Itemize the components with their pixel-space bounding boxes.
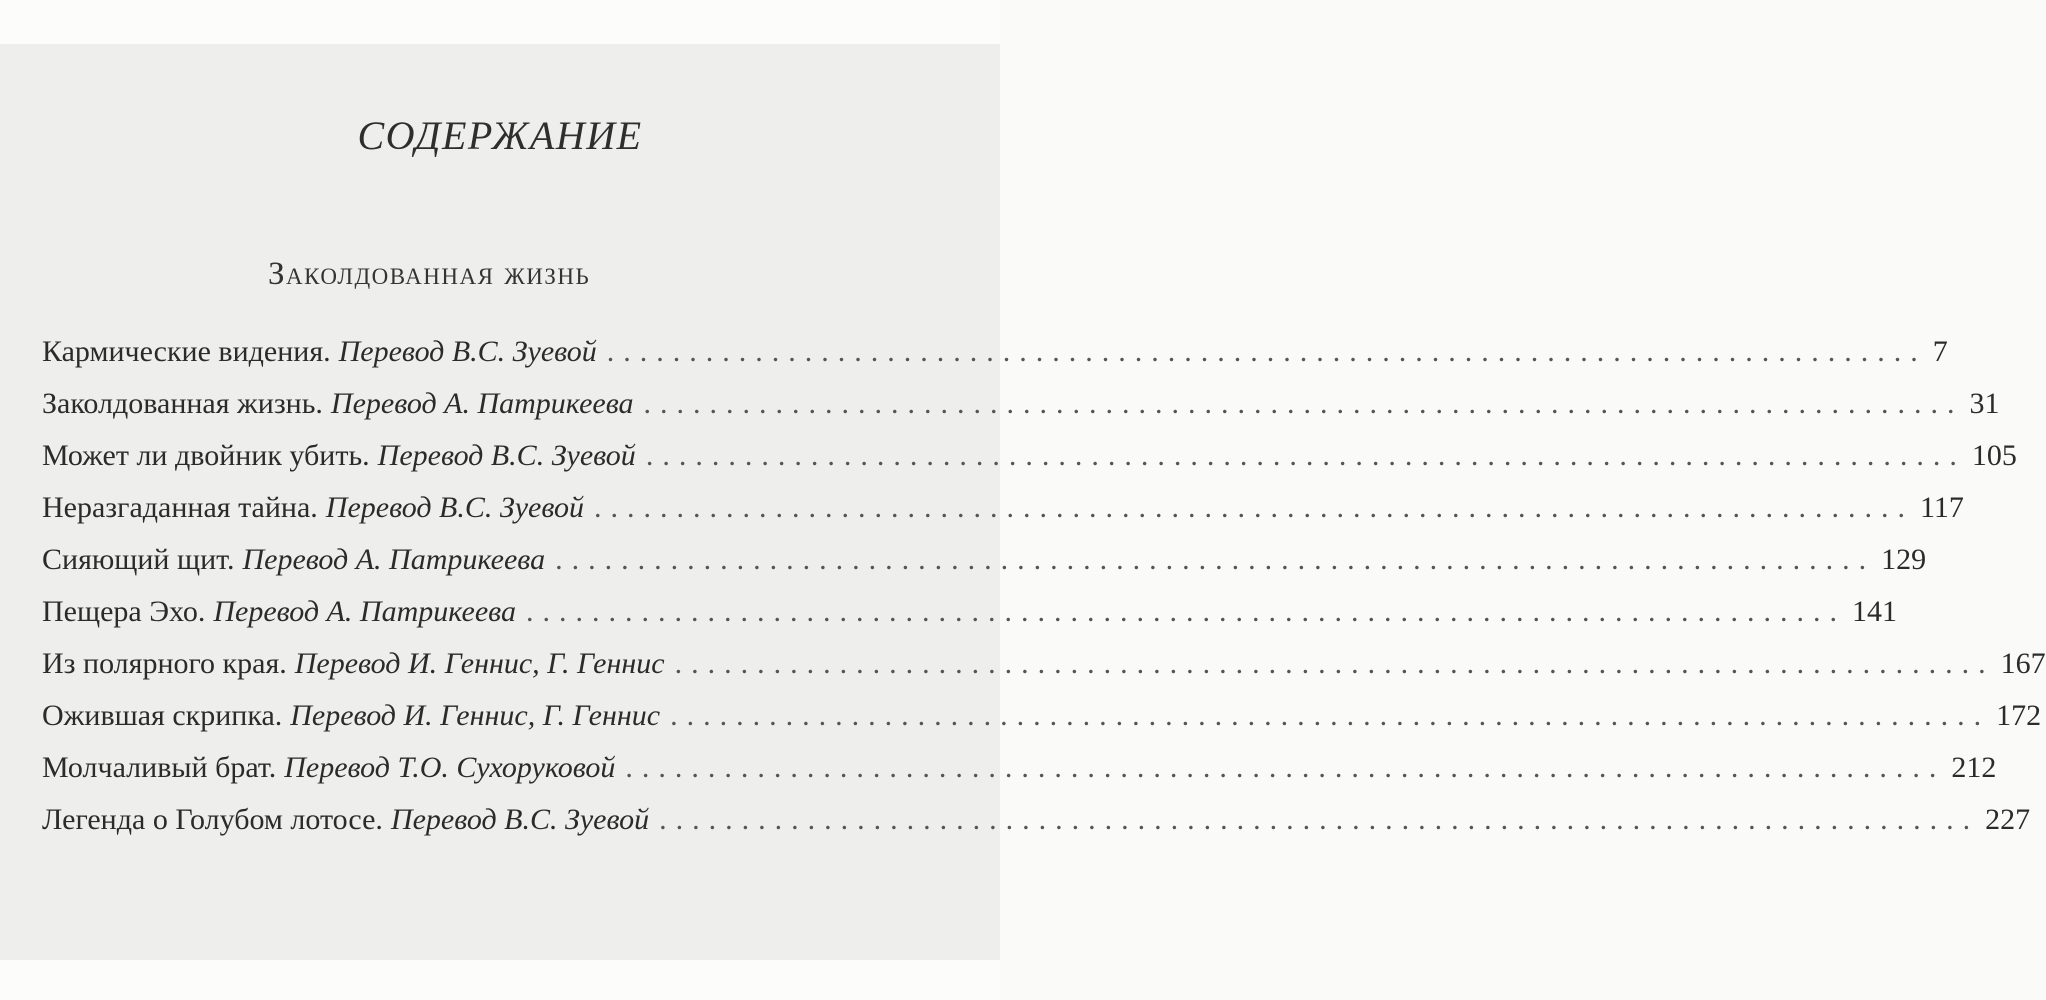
- dot-leader: ................................................................................: [593, 491, 1914, 524]
- entry-translator: Перевод А. Патрикеева: [213, 595, 516, 628]
- entry-page-number: 7: [1932, 335, 1948, 368]
- entry-title: Пещера Эхо.: [42, 595, 206, 628]
- toc-entry: [42, 335, 1948, 387]
- entry-title: Сияющий щит.: [42, 543, 235, 576]
- entry-page-number: 129: [1881, 543, 1927, 576]
- dot-leader: ................................................................................: [643, 387, 1964, 420]
- page-heading: СОДЕРЖАНИЕ: [357, 113, 643, 158]
- entry-translator: Перевод И. Геннис, Г. Геннис: [290, 699, 661, 732]
- dot-leader: ................................................................................: [525, 595, 1846, 628]
- dot-leader: ................................................................................: [645, 439, 1966, 472]
- entry-title: Из полярного края.: [42, 647, 287, 680]
- entry-page-number: 117: [1919, 491, 1964, 524]
- entry-translator: Перевод В.С. Зуевой: [338, 335, 597, 368]
- entry-translator: Перевод А. Патрикеева: [242, 543, 546, 576]
- entry-page-number: 172: [1996, 699, 2042, 732]
- dot-leader: ................................................................................: [659, 803, 1980, 836]
- dot-leader: ................................................................................: [606, 335, 1927, 368]
- entry-title: Кармические видения.: [42, 335, 331, 368]
- dot-leader: ................................................................................: [625, 751, 1946, 784]
- entry-page-number: 227: [1985, 803, 2031, 836]
- toc-entry: [42, 439, 2017, 491]
- toc-entry: [42, 803, 2031, 855]
- dot-leader: ................................................................................: [555, 543, 1876, 576]
- entry-title: Ожившая скрипка.: [42, 699, 283, 732]
- entry-title: Неразгаданная тайна.: [42, 491, 318, 524]
- entry-page-number: 141: [1851, 595, 1897, 628]
- entry-title: Легенда о Голубом лотосе.: [42, 803, 383, 836]
- toc-entry: [42, 699, 2042, 751]
- section-title: Заколдованная жизнь: [268, 256, 591, 292]
- entry-title: Может ли двойник убить.: [42, 439, 370, 472]
- toc-entry: [42, 387, 2000, 439]
- entry-title: Заколдованная жизнь.: [42, 387, 323, 420]
- toc-entry: [42, 595, 1897, 647]
- entry-page-number: 31: [1969, 387, 2000, 420]
- toc-entry: [42, 751, 1997, 803]
- entry-translator: Перевод В.С. Зуевой: [377, 439, 636, 472]
- toc-entry: [42, 647, 2046, 699]
- bottom-margin: [0, 960, 1000, 1000]
- entry-page-number: 167: [2000, 647, 2046, 680]
- entry-translator: Перевод И. Геннис, Г. Геннис: [294, 647, 665, 680]
- dot-leader: ................................................................................: [674, 647, 1995, 680]
- entry-page-number: 212: [1951, 751, 1997, 784]
- toc-entry: [42, 491, 1964, 543]
- entry-translator: Перевод В.С. Зуевой: [390, 803, 650, 836]
- top-margin: [0, 0, 1000, 44]
- dot-leader: ................................................................................: [670, 699, 1991, 732]
- toc-entry: [42, 543, 1927, 595]
- entry-title: Молчаливый брат.: [42, 751, 277, 784]
- table-of-contents: [42, 335, 2046, 855]
- entry-translator: Перевод В.С. Зуевой: [325, 491, 584, 524]
- entry-translator: Перевод Т.О. Сухоруковой: [284, 751, 616, 784]
- entry-page-number: 105: [1971, 439, 2017, 472]
- entry-translator: Перевод А. Патрикеева: [330, 387, 634, 420]
